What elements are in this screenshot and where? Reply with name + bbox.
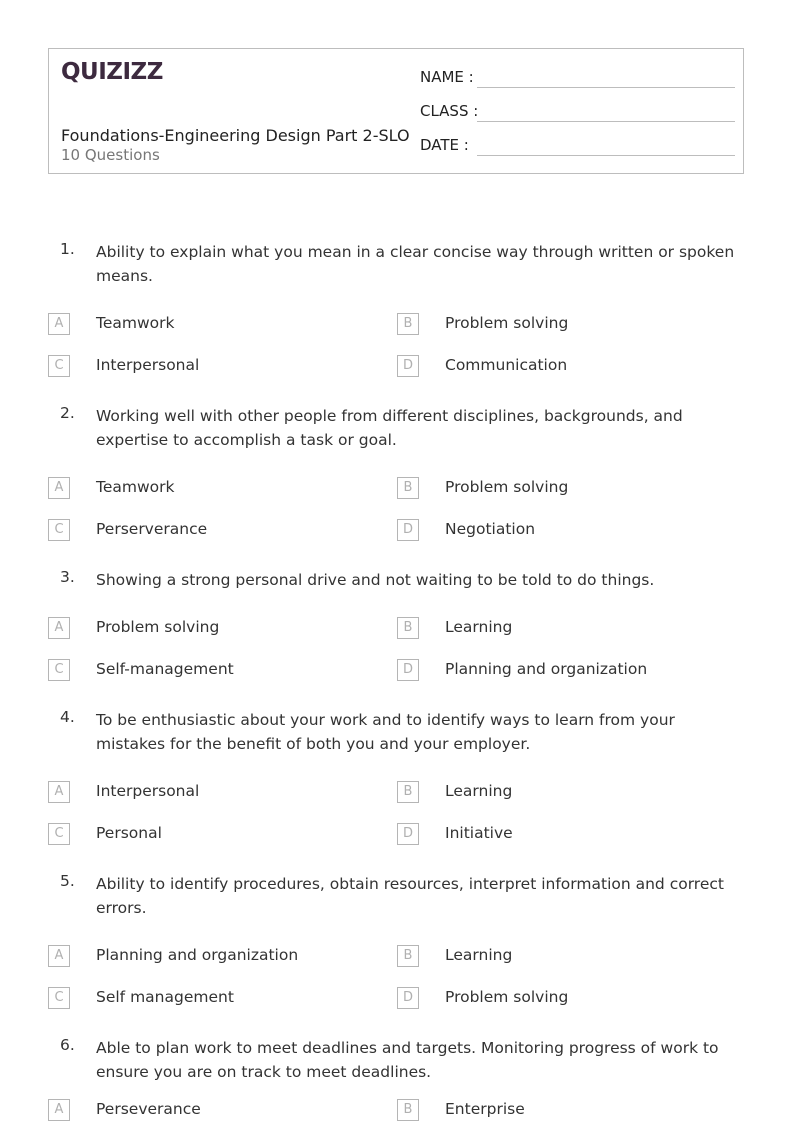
option-letter-box[interactable]: A bbox=[48, 781, 70, 803]
option-text: Personal bbox=[96, 824, 162, 842]
option-text: Teamwork bbox=[96, 314, 175, 332]
question-text: Working well with other people from different disciplines, backgrounds, and expertise to accomplish a task or goal. bbox=[96, 407, 683, 449]
option-c[interactable] bbox=[48, 823, 388, 847]
option-b[interactable] bbox=[397, 477, 737, 501]
option-letter-box[interactable]: C bbox=[48, 355, 70, 377]
option-letter-box[interactable]: B bbox=[397, 781, 419, 803]
name-label: NAME : bbox=[420, 68, 474, 86]
option-letter-box[interactable]: D bbox=[397, 659, 419, 681]
class-field[interactable] bbox=[420, 100, 735, 124]
option-b[interactable] bbox=[397, 1099, 737, 1123]
question-text: Able to plan work to meet deadlines and targets. Monitoring progress of work to ensure you are on track to meet deadlines. bbox=[96, 1039, 719, 1081]
option-a[interactable] bbox=[48, 477, 388, 501]
option-d[interactable] bbox=[397, 519, 737, 543]
option-letter-box[interactable]: C bbox=[48, 823, 70, 845]
option-letter-box[interactable]: C bbox=[48, 987, 70, 1009]
option-b[interactable] bbox=[397, 945, 737, 969]
option-d[interactable] bbox=[397, 987, 737, 1011]
option-text: Perserverance bbox=[96, 520, 208, 538]
option-letter-box[interactable]: B bbox=[397, 1099, 419, 1121]
worksheet-header bbox=[48, 48, 744, 174]
question-count: 10 Questions bbox=[61, 146, 160, 164]
option-text: Initiative bbox=[445, 824, 513, 842]
name-line bbox=[477, 87, 735, 88]
question-number: 6. bbox=[60, 1036, 75, 1054]
question-text: To be enthusiastic about your work and to identify ways to learn from your mistakes for the benefit of both you and your employer. bbox=[96, 711, 675, 753]
option-text: Learning bbox=[445, 946, 513, 964]
option-text: Learning bbox=[445, 618, 513, 636]
option-letter-box[interactable]: A bbox=[48, 617, 70, 639]
option-text: Problem solving bbox=[445, 988, 569, 1006]
option-letter-box[interactable]: B bbox=[397, 945, 419, 967]
option-text: Perseverance bbox=[96, 1100, 201, 1118]
option-text: Self management bbox=[96, 988, 234, 1006]
option-b[interactable] bbox=[397, 313, 737, 337]
option-b[interactable] bbox=[397, 617, 737, 641]
option-a[interactable] bbox=[48, 945, 388, 969]
option-text: Communication bbox=[445, 356, 568, 374]
question-number: 1. bbox=[60, 240, 75, 258]
option-text: Teamwork bbox=[96, 478, 175, 496]
option-text: Interpersonal bbox=[96, 356, 200, 374]
question-number: 2. bbox=[60, 404, 75, 422]
option-d[interactable] bbox=[397, 823, 737, 847]
option-a[interactable] bbox=[48, 313, 388, 337]
name-field[interactable] bbox=[420, 66, 735, 90]
option-text: Enterprise bbox=[445, 1100, 525, 1118]
question-number: 5. bbox=[60, 872, 75, 890]
question-text: Showing a strong personal drive and not waiting to be told to do things. bbox=[96, 571, 655, 589]
quizizz-logo: QUIZIZZ bbox=[61, 59, 163, 85]
class-label: CLASS : bbox=[420, 102, 479, 120]
option-text: Learning bbox=[445, 782, 513, 800]
option-letter-box[interactable]: C bbox=[48, 659, 70, 681]
question-text: Ability to identify procedures, obtain resources, interpret information and correct errors. bbox=[96, 875, 724, 917]
option-a[interactable] bbox=[48, 1099, 388, 1123]
option-letter-box[interactable]: A bbox=[48, 1099, 70, 1121]
date-line bbox=[477, 155, 735, 156]
option-c[interactable] bbox=[48, 355, 388, 379]
option-letter-box[interactable]: D bbox=[397, 823, 419, 845]
worksheet-title: Foundations-Engineering Design Part 2-SLO bbox=[61, 126, 410, 145]
option-text: Planning and organization bbox=[445, 660, 648, 678]
option-d[interactable] bbox=[397, 355, 737, 379]
option-text: Self-management bbox=[96, 660, 234, 678]
option-c[interactable] bbox=[48, 659, 388, 683]
option-letter-box[interactable]: D bbox=[397, 355, 419, 377]
option-c[interactable] bbox=[48, 987, 388, 1011]
question-number: 3. bbox=[60, 568, 75, 586]
option-letter-box[interactable]: B bbox=[397, 477, 419, 499]
option-a[interactable] bbox=[48, 781, 388, 805]
question-number: 4. bbox=[60, 708, 75, 726]
option-letter-box[interactable]: B bbox=[397, 617, 419, 639]
option-text: Problem solving bbox=[96, 618, 220, 636]
option-text: Problem solving bbox=[445, 478, 569, 496]
option-letter-box[interactable]: C bbox=[48, 519, 70, 541]
option-text: Negotiation bbox=[445, 520, 536, 538]
option-b[interactable] bbox=[397, 781, 737, 805]
option-a[interactable] bbox=[48, 617, 388, 641]
option-letter-box[interactable]: D bbox=[397, 519, 419, 541]
class-line bbox=[477, 121, 735, 122]
question-text: Ability to explain what you mean in a clear concise way through written or spoken means. bbox=[96, 243, 735, 285]
date-label: DATE : bbox=[420, 136, 469, 154]
option-letter-box[interactable]: A bbox=[48, 477, 70, 499]
date-field[interactable] bbox=[420, 134, 735, 158]
option-letter-box[interactable]: D bbox=[397, 987, 419, 1009]
option-text: Planning and organization bbox=[96, 946, 299, 964]
option-text: Interpersonal bbox=[96, 782, 200, 800]
option-d[interactable] bbox=[397, 659, 737, 683]
option-text: Problem solving bbox=[445, 314, 569, 332]
option-letter-box[interactable]: B bbox=[397, 313, 419, 335]
option-c[interactable] bbox=[48, 519, 388, 543]
option-letter-box[interactable]: A bbox=[48, 945, 70, 967]
option-letter-box[interactable]: A bbox=[48, 313, 70, 335]
